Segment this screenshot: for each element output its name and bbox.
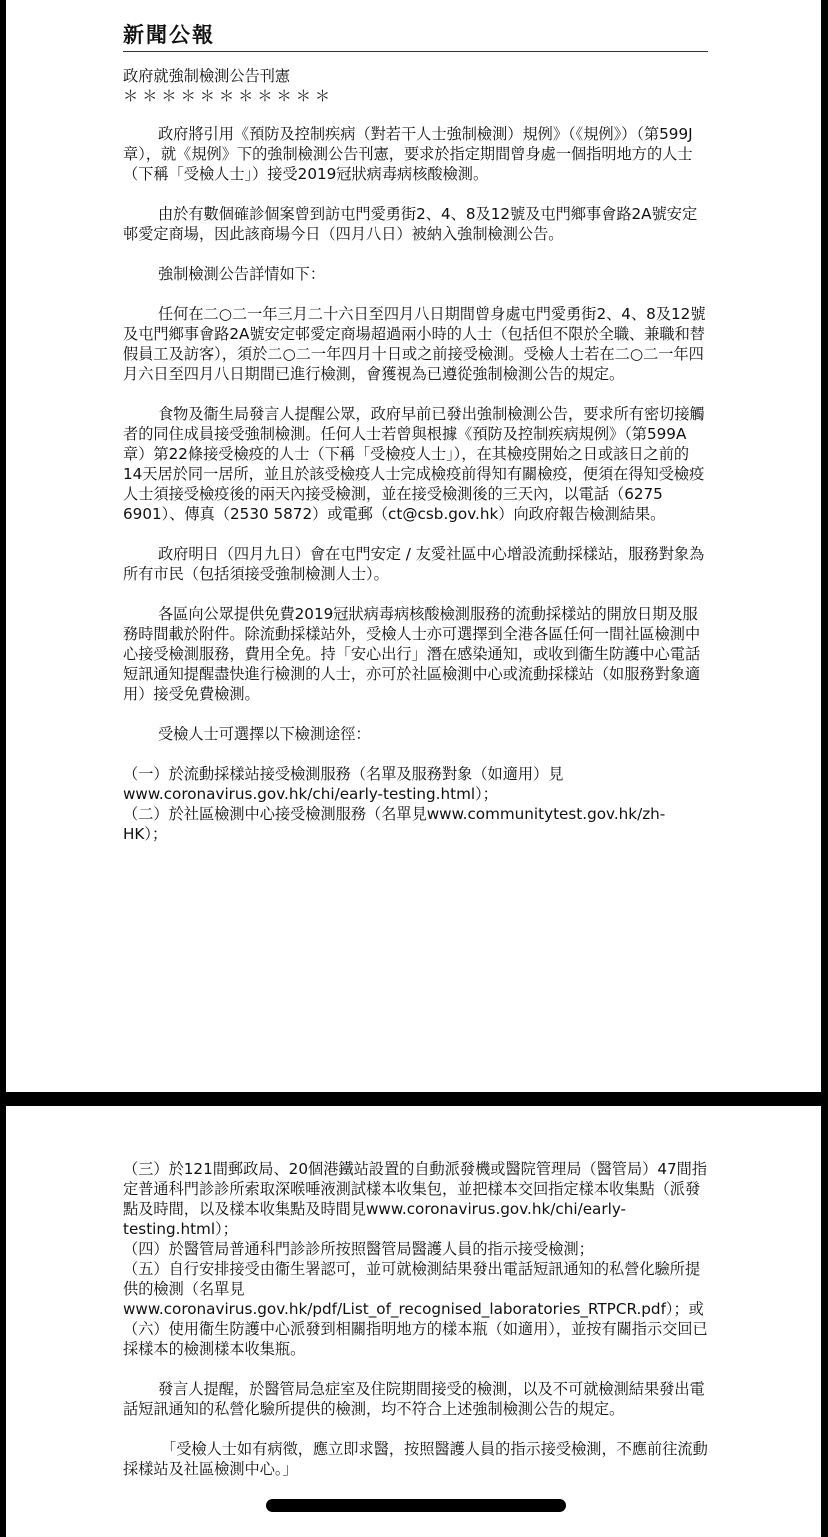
document-page-1 [6, 0, 821, 1092]
press-release-header: 新聞公報 [123, 20, 708, 52]
page-content [123, 20, 708, 844]
testing-options-list [123, 1159, 708, 1359]
paragraph: 由於有數個確診個案曾到訪屯門愛勇街2、4、8及12號及屯門鄉事會路2A號安定邨愛定商場，因此該商場今日（四月八日）被納入強制檢測公告。 [123, 205, 698, 243]
quote-paragraph: 「受檢人士如有病徵，應立即求醫，按照醫護人員的指示接受檢測，不應前往流動採樣站及社區檢測中心。」 [123, 1440, 708, 1478]
paragraph: 食物及衞生局發言人提醒公眾，政府早前已發出強制檢測公告，要求所有密切接觸者的同住成員接受強制檢測。任何人士若曾與根據《預防及控制疾病規例》（第599A章）第22條接受檢疫的人士（下稱「受檢疫人士」），在其檢疫開始之日或該日之前的14天居於同一居所，並且於該受檢疫人士完成檢疫前得知有關檢疫，便須在得知受檢疫人士須接受檢疫後的兩天內接受檢測，並在接受檢測後的三天內，以電話（6275 6901）、傳真（2530 5872）或電郵（ct@csb.gov.hk）向政府報告檢測結果。 [123, 405, 705, 523]
testing-options-list [123, 764, 708, 844]
redaction-mark [266, 1499, 566, 1512]
list-item: （三）於121間郵政局、20個港鐵站設置的自動派發機或醫院管理局（醫管局）47間指定普通科門診診所索取深喉唾液測試樣本收集包，並把樣本交回指定樣本收集點（派發點及時間，以及樣本收集點及時間見www.coronavirus.gov.hk/chi/early-testing.html）； [123, 1160, 708, 1238]
paragraph: 任何在二○二一年三月二十六日至四月八日期間曾身處屯門愛勇街2、4、8及12號及屯門鄉事會路2A號安定邨愛定商場超過兩小時的人士（包括但不限於全職、兼職和替假員工及訪客），須於二○二一年四月十日或之前接受檢測。受檢人士若在二○二一年四月六日至四月八日期間已進行檢測，會獲視為已遵從強制檢測公告的規定。 [123, 305, 706, 383]
list-item: （二）於社區檢測中心接受檢測服務（名單見www.communitytest.gov.hk/zh-HK）； [123, 805, 666, 843]
list-item: （一）於流動採樣站接受檢測服務（名單及服務對象（如適用）見www.coronavirus.gov.hk/chi/early-testing.html）； [123, 765, 564, 803]
paragraph: 發言人提醒，於醫管局急症室及住院期間接受的檢測，以及不可就檢測結果發出電話短訊通知的私營化驗所提供的檢測，均不符合上述強制檢測公告的規定。 [123, 1380, 705, 1418]
list-item: （六）使用衞生防護中心派發到相關指明地方的樣本瓶（如適用），並按有關指示交回已採樣本的檢測樣本收集瓶。 [123, 1320, 708, 1358]
paragraph: 政府將引用《預防及控制疾病（對若干人士強制檢測）規例》（《規例》）（第599J章），就《規例》下的強制檢測公告刊憲，要求於指定期間曾身處一個指明地方的人士（下稱「受檢人士」）接受2019冠狀病毒病核酸檢測。 [123, 125, 693, 183]
paragraph: 強制檢測公告詳情如下： [157, 265, 326, 283]
page-content [123, 1159, 708, 1479]
paragraph: 受檢人士可選擇以下檢測途徑： [157, 725, 371, 743]
paragraph: 各區向公眾提供免費2019冠狀病毒病核酸檢測服務的流動採樣站的開放日期及服務時間載於附件。除流動採樣站外，受檢人士亦可選擇到全港各區任何一間社區檢測中心接受檢測服務，費用全免。持「安心出行」潛在感染通知，或收到衞生防護中心電話短訊通知提醒盡快進行檢測的人士，亦可於社區檢測中心或流動採樣站（如服務對象適用）接受免費檢測。 [123, 605, 701, 703]
paragraph: 政府明日（四月九日）會在屯門安定 / 友愛社區中心增設流動採樣站，服務對象為所有市民（包括須接受強制檢測人士）。 [123, 545, 705, 583]
list-item: （五）自行安排接受由衞生署認可，並可就檢測結果發出電話短訊通知的私營化驗所提供的檢測（名單見www.coronavirus.gov.hk/pdf/List_of_recognised_laboratories_RTPCR.pdf）；或 [123, 1260, 704, 1318]
list-item: （四）於醫管局普通科門診診所按照醫管局醫護人員的指示接受檢測； [123, 1240, 594, 1258]
press-release-title: 政府就強制檢測公告刊憲 [123, 67, 291, 85]
document-page-2 [6, 1106, 821, 1537]
title-separator: ＊＊＊＊＊＊＊＊＊＊＊ [123, 87, 335, 105]
